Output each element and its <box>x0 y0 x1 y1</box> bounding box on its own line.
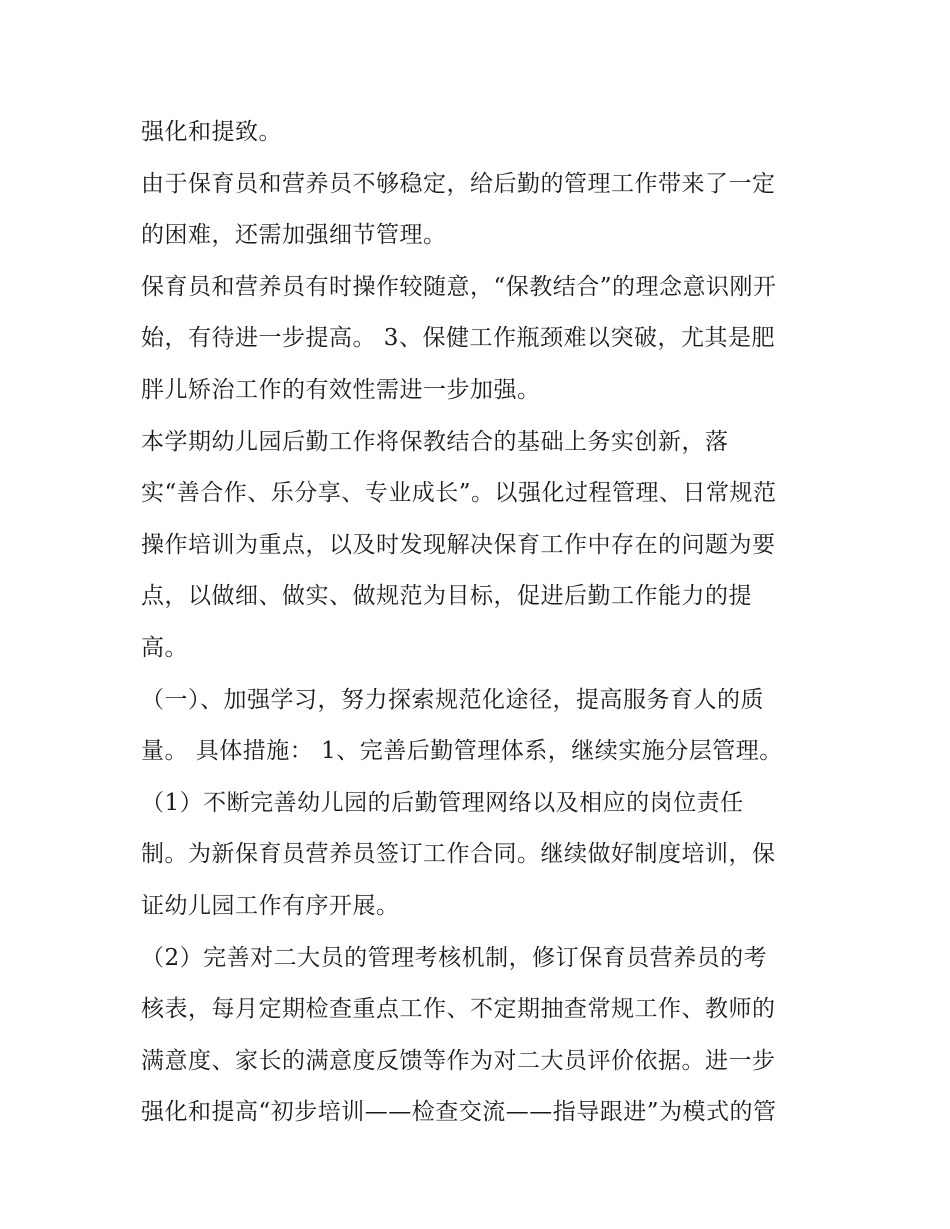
text-line: 实“善合作、乐分享、专业成长”。以强化过程管理、日常规范 <box>141 480 777 507</box>
text-line: 制。为新保育员营养员签订工作合同。继续做好制度培训，保 <box>141 841 776 868</box>
text-line: （2）完善对二大员的管理考核机制，修订保育员营养员的考 <box>141 944 768 971</box>
text-line: 强化和提高“初步培训——检查交流——指导跟进”为模式的管 <box>141 1099 777 1126</box>
text-line: 核表，每月定期检查重点工作、不定期抽查常规工作、教师的 <box>141 996 776 1023</box>
text-line: 保育员和营养员有时操作较随意，“保教结合”的理念意识刚开 <box>141 273 777 300</box>
text-line: 强化和提致。 <box>141 119 282 145</box>
text-line: 本学期幼儿园后勤工作将保教结合的基础上务实创新，落 <box>141 428 729 455</box>
text-line: 高。 <box>141 634 188 661</box>
text-line: 始，有待进一步提高。 3、保健工作瓶颈难以突破，尤其是肥 <box>141 325 775 352</box>
text-line: （1）不断完善幼儿园的后勤管理网络以及相应的岗位责任 <box>141 789 744 816</box>
text-line: 证幼儿园工作有序开展。 <box>141 892 400 919</box>
text-line: 操作培训为重点，以及时发现解决保育工作中存在的问题为要 <box>141 531 776 558</box>
text-line: 满意度、家长的满意度反馈等作为对二大员评价依据。进一步 <box>141 1047 776 1074</box>
text-line: 量。 具体措施： 1、完善后勤管理体系，继续实施分层管理。 <box>141 738 783 765</box>
text-line: 由于保育员和营养员不够稳定，给后勤的管理工作带来了一定 <box>141 170 776 197</box>
text-line: 胖儿矫治工作的有效性需进一步加强。 <box>141 376 541 403</box>
text-line: （一）、加强学习，努力探索规范化途径，提高服务育人的质 <box>141 686 764 713</box>
body-text <box>141 107 821 1139</box>
text-line: 的困难，还需加强细节管理。 <box>141 222 447 249</box>
text-line: 点，以做细、做实、做规范为目标，促进后勤工作能力的提 <box>141 583 752 610</box>
